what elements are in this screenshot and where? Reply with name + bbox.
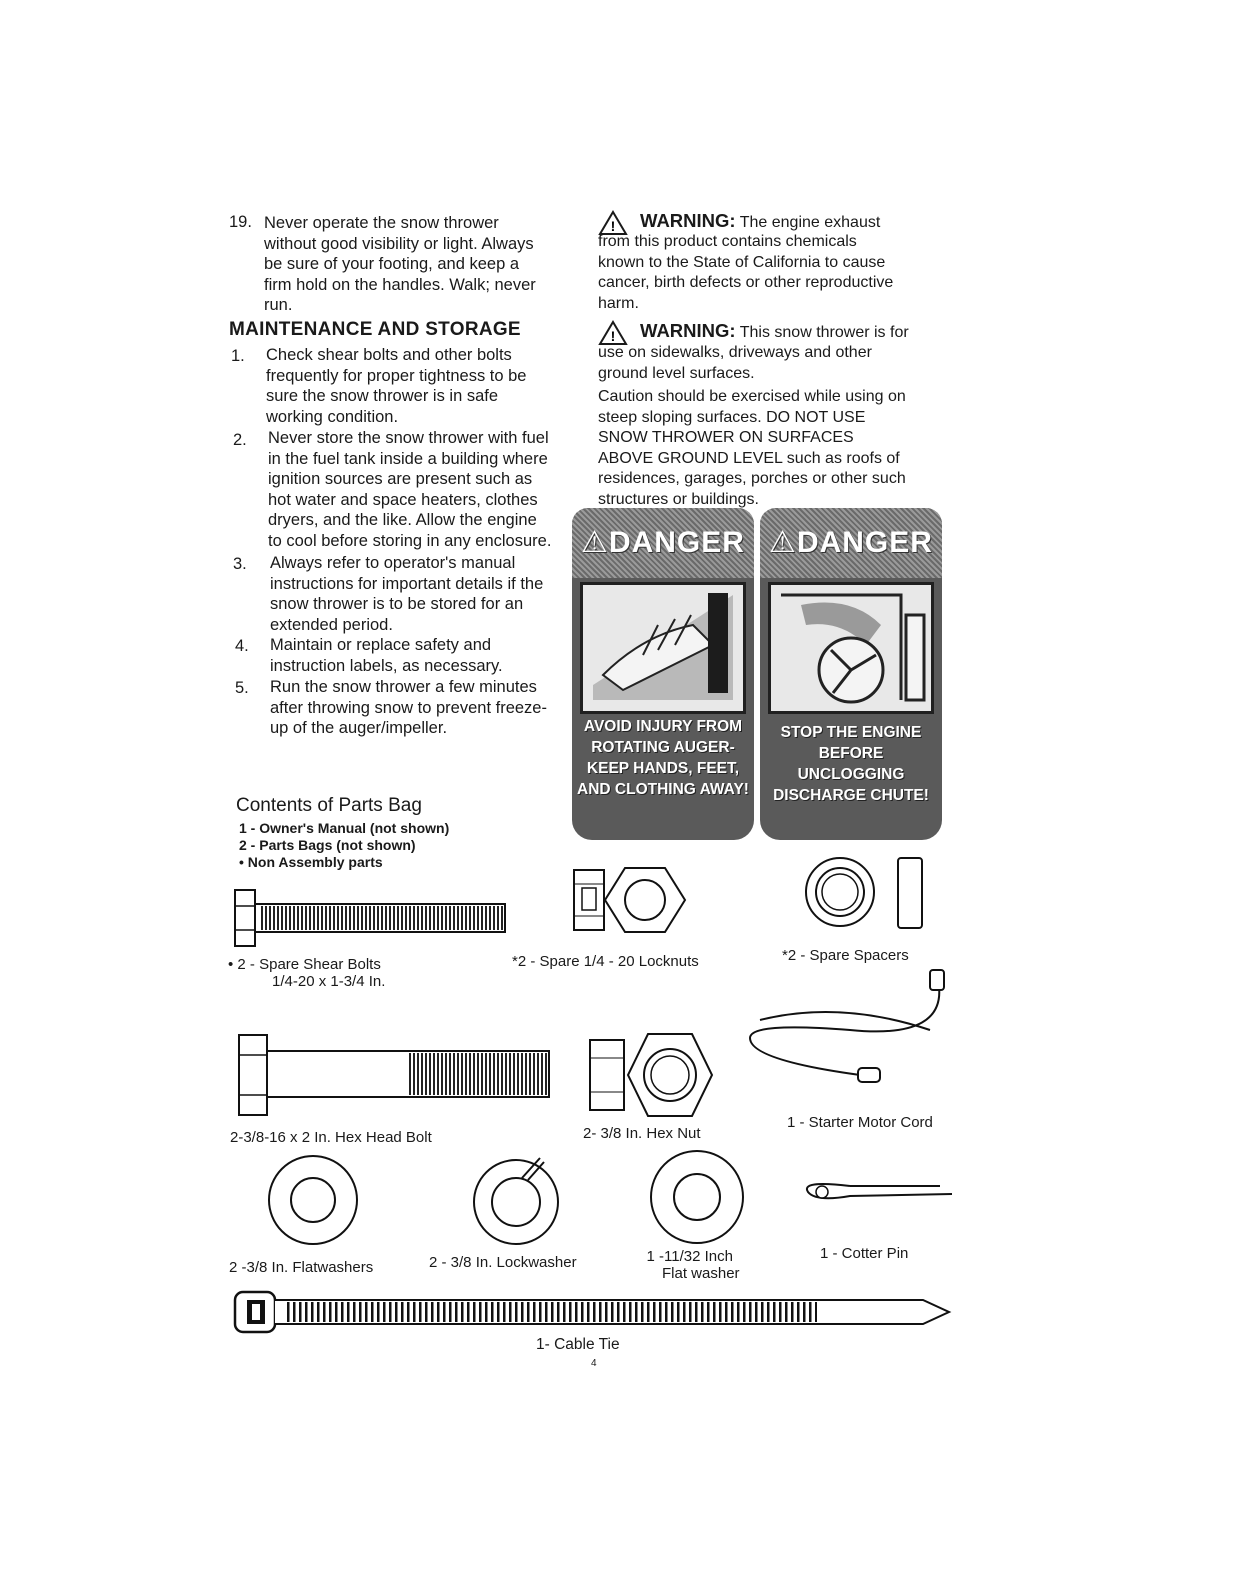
shear-bolt-icon [233, 888, 513, 950]
lockwasher-icon [468, 1152, 564, 1248]
locknut-icon [570, 860, 690, 940]
hex-nut-label: 2- 3/8 In. Hex Nut [583, 1125, 701, 1142]
danger-header: ⚠DANGER [760, 508, 942, 578]
hex-bolt-label: 2-3/8-16 x 2 In. Hex Head Bolt [230, 1129, 432, 1146]
danger-header: ⚠DANGER [572, 508, 754, 578]
svg-text:!: ! [610, 218, 616, 234]
parts-bag-list: 1 - Owner's Manual (not shown) 2 - Parts Bags (not shown) • Non Assembly parts [239, 820, 450, 870]
warning-triangle-icon: ⚠ [581, 526, 609, 559]
shear-bolts-label: • 2 - Spare Shear Bolts 1/4-20 x 1-3/4 In. [228, 956, 386, 990]
hex-nut-icon [586, 1030, 716, 1120]
item-text: Never operate the snow thrower without good visibility or light. Always be sure of your footing, and keep a firm hold on the handles. Walk; never run. [264, 214, 536, 314]
auger-hazard-illustration [580, 582, 746, 714]
large-flat-washer-label: 1 -11/32 Inch Flat washer [646, 1248, 740, 1282]
danger-message: STOP THE ENGINE BEFORE UNCLOGGING DISCHARGE CHUTE! [773, 724, 929, 804]
danger-label-auger [572, 508, 754, 840]
page-number: 4 [591, 1358, 597, 1369]
starter-cord-icon [740, 960, 950, 1100]
spacer-icon [800, 852, 930, 932]
flatwasher-icon [265, 1152, 361, 1248]
svg-text:!: ! [610, 328, 616, 344]
cable-tie-icon [233, 1288, 955, 1336]
warning-triangle-icon: ⚠ [769, 526, 797, 559]
large-flat-washer-icon [645, 1147, 749, 1247]
stopwatch-chute-icon [771, 585, 931, 705]
starter-cord-label: 1 - Starter Motor Cord [787, 1114, 933, 1131]
hex-head-bolt-icon [237, 1033, 557, 1119]
spacers-label: *2 - Spare Spacers [782, 947, 909, 964]
item-number: 19. [229, 213, 252, 231]
danger-label-chute [760, 508, 942, 840]
parts-bag-heading: Contents of Parts Bag [236, 795, 422, 816]
caution-paragraph: Caution should be exercised while using on steep sloping surfaces. DO NOT USE SNOW THROWER ON SURFACES ABOVE GROUND LEVEL such as roofs of residences, garages, porches or other such structures or buildings. [598, 388, 906, 508]
locknuts-label: *2 - Spare 1/4 - 20 Locknuts [512, 953, 699, 970]
flatwashers-label: 2 -3/8 In. Flatwashers [229, 1259, 374, 1276]
danger-message: AVOID INJURY FROM ROTATING AUGER- KEEP HANDS, FEET, AND CLOTHING AWAY! [577, 718, 749, 798]
cotter-pin-label: 1 - Cotter Pin [820, 1245, 909, 1262]
hand-auger-icon [583, 585, 743, 705]
maintenance-heading: MAINTENANCE AND STORAGE [229, 319, 521, 340]
chute-hazard-illustration [768, 582, 934, 714]
cable-tie-label: 1- Cable Tie [536, 1336, 620, 1353]
lockwasher-label: 2 - 3/8 In. Lockwasher [429, 1254, 577, 1271]
warning-label: WARNING: [640, 320, 736, 341]
cotter-pin-icon [800, 1172, 960, 1212]
warning-label: WARNING: [640, 210, 736, 231]
